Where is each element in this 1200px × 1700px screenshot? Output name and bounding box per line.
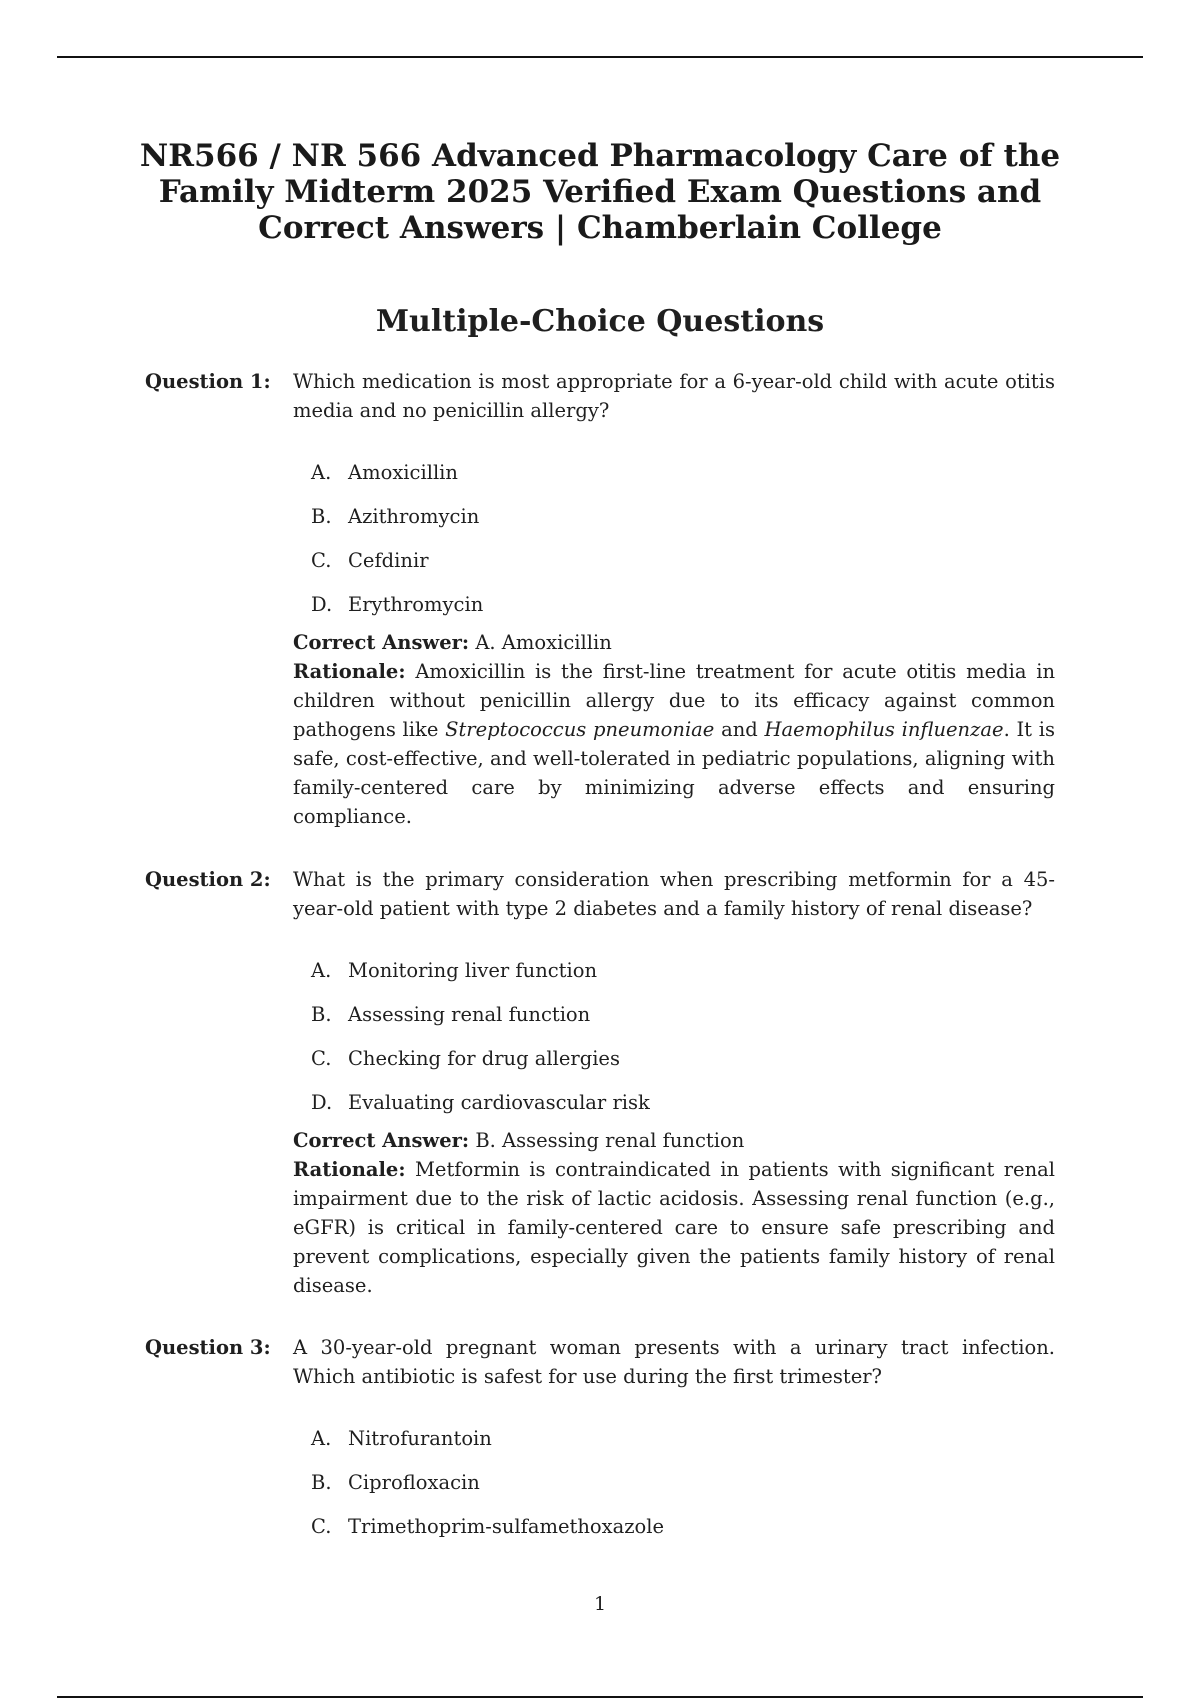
rationale: Rationale: Amoxicillin is the first-line treatment for acute otitis media in children without penicillin allergy due to its efficacy against common pathogens like Streptococcus pneumoniae and Haemophilus influenzae. It is safe, cost-effective, and well-tolerated in pediatric populations, aligning with family-centered care by minimizing adverse effects and ensuring compliance.	[293, 660, 1055, 828]
question-1	[145, 367, 1055, 831]
option-a: A. Nitrofurantoin	[311, 1427, 492, 1450]
option-list	[311, 1417, 1055, 1549]
question-text: A 30-year-old pregnant woman presents with a urinary tract infection. Which antibiotic is safest for use during the first trimester?	[293, 1336, 1055, 1388]
option-list	[311, 949, 1055, 1125]
option-c: C. Cefdinir	[311, 549, 429, 572]
question-label: Question 3:	[145, 1336, 271, 1359]
correct-answer: Correct Answer: B. Assessing renal function	[293, 1129, 745, 1152]
top-rule	[57, 56, 1143, 58]
page-number: 1	[593, 1593, 607, 1615]
question-text: Which medication is most appropriate for a 6-year-old child with acute otitis media and no penicillin allergy?	[293, 370, 1055, 422]
question-label: Question 1:	[145, 370, 271, 393]
option-b: B. Ciprofloxacin	[311, 1471, 480, 1494]
option-c: C. Checking for drug allergies	[311, 1047, 620, 1070]
option-c: C. Trimethoprim-sulfamethoxazole	[311, 1515, 665, 1538]
section-heading: Multiple-Choice Questions	[375, 304, 825, 339]
option-d: D. Evaluating cardiovascular risk	[311, 1091, 650, 1114]
option-b: B. Azithromycin	[311, 505, 480, 528]
document-title: NR566 / NR 566 Advanced Pharmacology Care of the Family Midterm 2025 Verified Exam Questions and Correct Answers | Chamberlain College	[139, 138, 1061, 246]
question-text: What is the primary consideration when prescribing metformin for a 45-year-old patient with type 2 diabetes and a family history of renal disease?	[293, 868, 1055, 920]
rationale: Rationale: Metformin is contraindicated in patients with significant renal impairment due to the risk of lactic acidosis. Assessing renal function (e.g., eGFR) is critical in family-centered care to ensure safe prescribing and prevent complications, especially given the patients family history of renal disease.	[293, 1158, 1055, 1297]
option-list	[311, 451, 1055, 627]
bottom-rule	[57, 1696, 1143, 1698]
option-b: B. Assessing renal function	[311, 1003, 591, 1026]
question-label: Question 2:	[145, 868, 271, 891]
question-3	[145, 1333, 1055, 1549]
question-2	[145, 865, 1055, 1300]
option-a: A. Monitoring liver function	[311, 959, 598, 982]
option-a: A. Amoxicillin	[311, 461, 458, 484]
option-d: D. Erythromycin	[311, 593, 484, 616]
correct-answer: Correct Answer: A. Amoxicillin	[293, 631, 612, 654]
